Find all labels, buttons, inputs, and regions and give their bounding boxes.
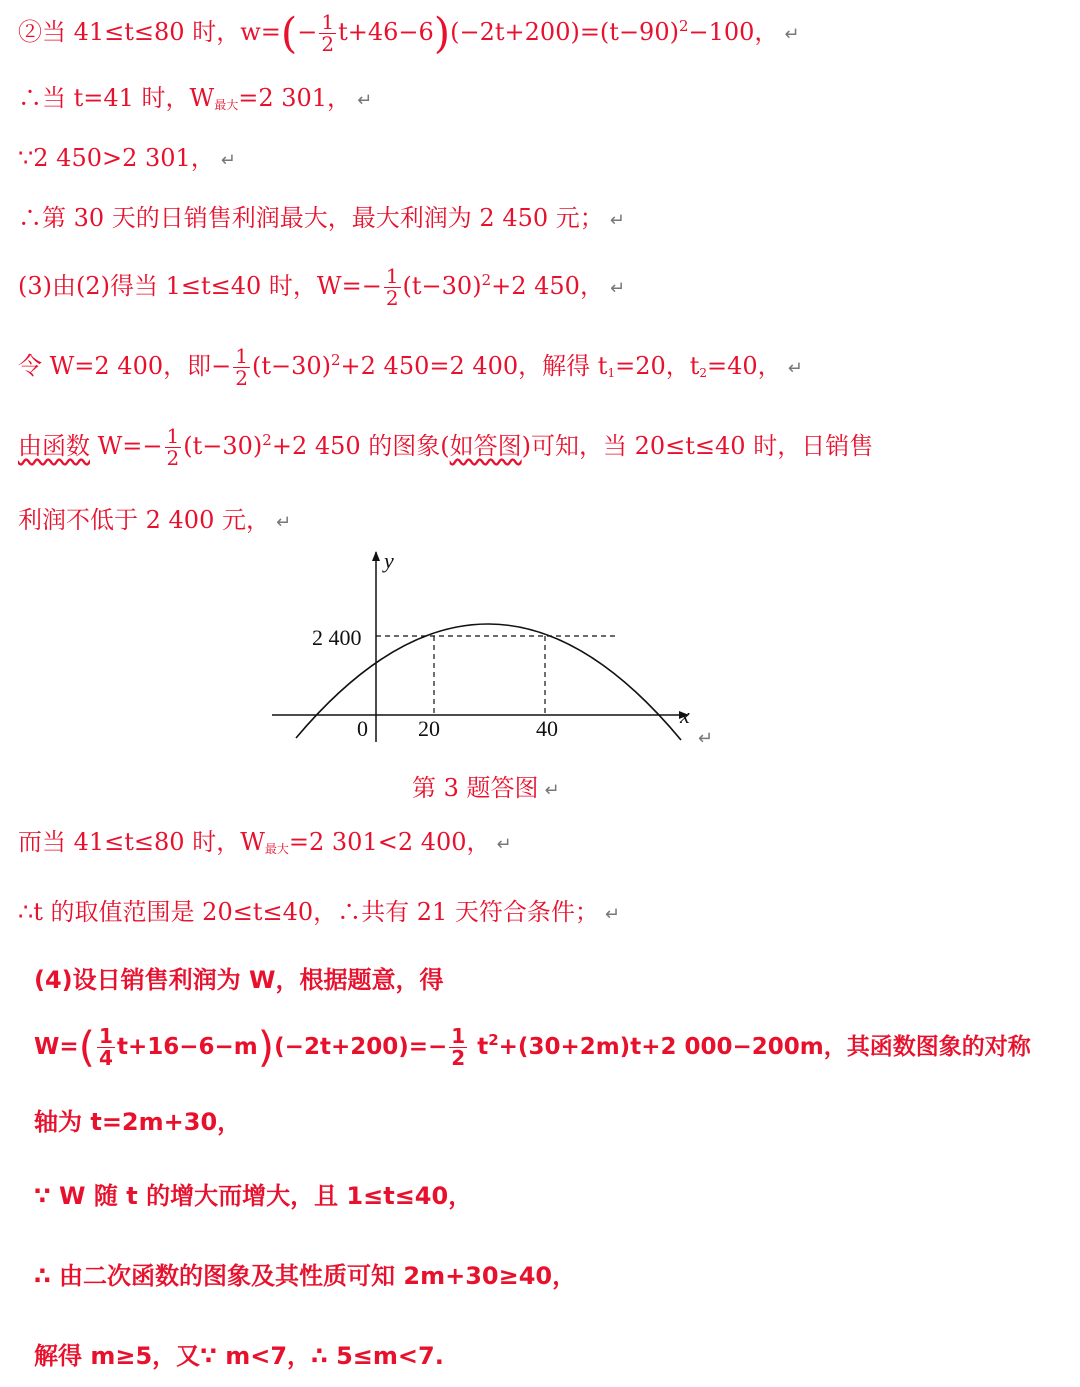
text: 而当 41≤t≤80 时，W — [18, 828, 265, 856]
text: +2 450， — [491, 272, 604, 300]
text: W=− — [90, 432, 163, 460]
solution-line-10 — [18, 900, 620, 924]
return-mark-icon: ↵ — [275, 512, 292, 533]
solution-line-1 — [18, 8, 800, 58]
text: (t−30) — [183, 432, 263, 460]
superscript: 2 — [331, 351, 341, 369]
right-paren: ) — [433, 8, 451, 58]
solution-line-2 — [18, 86, 372, 111]
left-paren: ( — [280, 8, 298, 58]
x-axis-label: x — [680, 703, 690, 728]
text: ∴当 t=41 时，W — [18, 84, 215, 112]
return-mark-icon: ↵ — [604, 904, 621, 925]
text: t — [469, 1034, 489, 1060]
return-mark-icon: ↵ — [787, 358, 803, 379]
denominator: 2 — [451, 1046, 466, 1070]
solution-line-6 — [18, 346, 803, 389]
caption-text: 第 3 题答图 — [412, 774, 539, 802]
text: − — [297, 18, 318, 46]
denominator: 2 — [321, 32, 335, 56]
denominator: 2 — [166, 446, 180, 470]
return-mark-icon: ↵ — [220, 150, 236, 171]
text: (t−30) — [402, 272, 482, 300]
superscript: 2 — [481, 271, 492, 289]
text: +2 450 的图象( — [271, 432, 450, 460]
subscript: 2 — [699, 366, 708, 380]
text: ∵ W 随 t 的增大而增大，且 1≤t≤40， — [34, 1182, 473, 1210]
numerator: 1 — [451, 1024, 466, 1048]
text: ②当 41≤t≤80 时，w= — [18, 18, 281, 46]
wavy-underlined-text: 如答图 — [449, 432, 522, 460]
origin-label: 0 — [357, 716, 368, 741]
text: 令 W=2 400，即− — [18, 352, 232, 380]
superscript: 2 — [678, 17, 689, 35]
text: (t−30) — [251, 352, 331, 380]
return-mark-icon: ↵ — [609, 210, 625, 231]
solution-line-4 — [18, 206, 625, 230]
y-axis-label: y — [384, 548, 394, 573]
text: 解得 m≥5，又∵ m<7，∴ 5≤m<7. — [34, 1342, 444, 1370]
text: (4)设日销售利润为 W，根据题意，得 — [34, 966, 444, 994]
solution-line-3 — [18, 146, 236, 170]
text: ∴第 30 天的日销售利润最大，最大利润为 2 450 元； — [18, 204, 604, 232]
wavy-underlined-text: 由函数 — [18, 432, 90, 460]
solution-line-5 — [18, 266, 625, 309]
text: )可知，当 20≤t≤40 时，日销售 — [521, 432, 874, 460]
text: ∴ 由二次函数的图象及其性质可知 2m+30≥40， — [34, 1262, 577, 1290]
subscript: 最大 — [264, 842, 289, 856]
solution-line-15 — [34, 1264, 576, 1288]
text: (3)由(2)得当 1≤t≤40 时，W=− — [18, 272, 382, 300]
numerator: 1 — [235, 344, 248, 368]
fraction — [319, 12, 336, 55]
subscript: 1 — [607, 366, 616, 380]
x-tick-label: 20 — [418, 716, 440, 741]
text: (−2t+200)=(t−90) — [450, 18, 679, 46]
text: ∵2 450>2 301， — [18, 144, 215, 172]
return-mark-icon: ↵ — [784, 24, 800, 45]
x-tick-label: 40 — [536, 716, 558, 741]
y-tick-label: 2 400 — [312, 625, 362, 650]
solution-line-7 — [18, 426, 873, 469]
text: =20，t — [615, 352, 700, 380]
numerator: 1 — [385, 264, 399, 288]
text: t+46−6 — [338, 18, 434, 46]
text: −100， — [688, 18, 779, 46]
fraction — [233, 346, 250, 389]
solution-line-14 — [34, 1184, 472, 1208]
fraction — [449, 1026, 467, 1069]
solution-line-8 — [18, 508, 291, 532]
text: ∴t 的取值范围是 20≤t≤40，∴共有 21 天符合条件； — [18, 898, 599, 926]
solution-line-9 — [18, 830, 512, 855]
text: W= — [34, 1034, 79, 1060]
numerator: 1 — [321, 10, 335, 34]
numerator: 1 — [99, 1024, 113, 1048]
subscript: 最大 — [214, 98, 239, 112]
text: =40， — [707, 352, 782, 380]
solution-line-16 — [34, 1344, 444, 1368]
return-mark-icon: ↵ — [357, 90, 373, 111]
numerator: 1 — [166, 424, 180, 448]
left-paren: ( — [78, 1022, 96, 1072]
denominator: 4 — [99, 1046, 113, 1070]
denominator: 2 — [385, 286, 399, 310]
text: +(30+2m)t+2 000−200m，其函数图象的对称 — [498, 1034, 1031, 1060]
return-mark-icon: ↵ — [698, 728, 714, 748]
parabola-answer-figure — [270, 546, 720, 756]
fraction — [165, 426, 182, 469]
return-mark-icon: ↵ — [609, 278, 626, 299]
superscript: 2 — [262, 431, 272, 449]
text: +2 450=2 400，解得 t — [340, 352, 608, 380]
text: t+16−6−m — [116, 1034, 258, 1060]
return-mark-icon: ↵ — [544, 780, 560, 801]
solution-line-11 — [34, 968, 443, 992]
text: 利润不低于 2 400 元， — [18, 506, 270, 534]
figure-caption — [412, 768, 560, 803]
text: =2 301<2 400， — [288, 828, 491, 856]
fraction — [97, 1026, 115, 1069]
return-mark-icon: ↵ — [496, 834, 512, 855]
superscript: 2 — [488, 1031, 499, 1049]
text: (−2t+200)=− — [274, 1034, 448, 1060]
solution-line-12 — [34, 1022, 1031, 1072]
right-paren: ) — [257, 1022, 275, 1072]
text: =2 301， — [238, 84, 352, 112]
fraction — [384, 266, 401, 309]
text: 轴为 t=2m+30， — [34, 1108, 242, 1136]
denominator: 2 — [235, 366, 248, 390]
solution-line-13 — [34, 1110, 241, 1134]
